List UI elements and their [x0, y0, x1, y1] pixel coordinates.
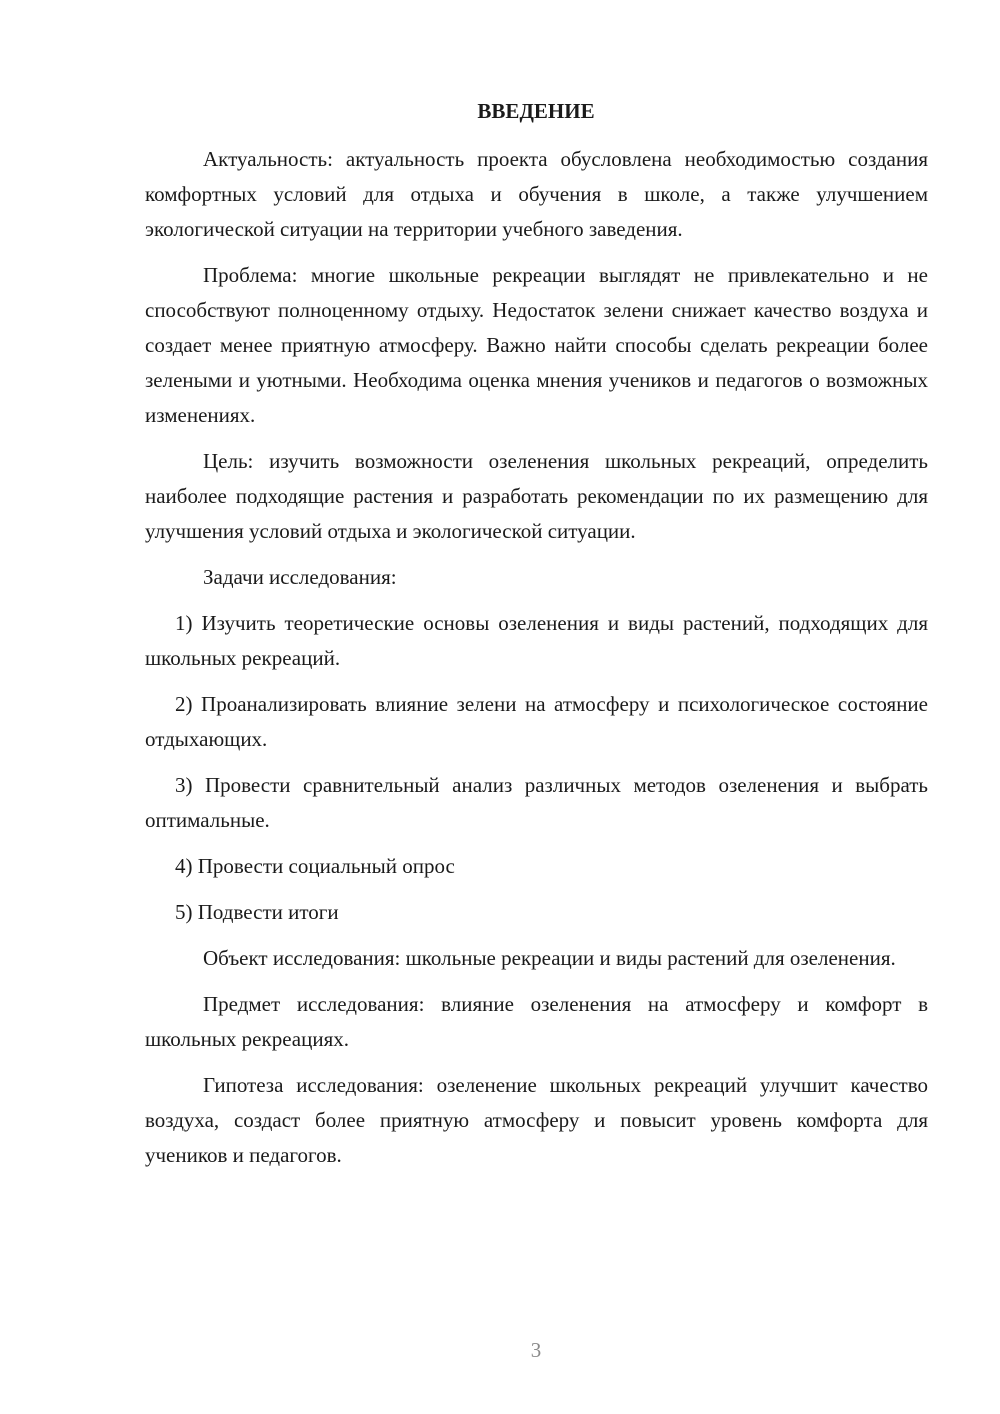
task-item-5: 5) Подвести итоги	[175, 900, 339, 924]
paragraph-goal: Цель: изучить возможности озеленения школьных рекреаций, определить наиболее подходящие растения и разработать рекомендации по их размещению для улучшения условий отдыха и экологической ситуации.	[145, 449, 928, 543]
paragraph-subject: Предмет исследования: влияние озеленения на атмосферу и комфорт в школьных рекреациях.	[145, 992, 928, 1051]
page-title: ВВЕДЕНИЕ	[477, 99, 595, 123]
task-item-1: 1) Изучить теоретические основы озеленения и виды растений, подходящих для школьных рекреаций.	[145, 611, 928, 670]
paragraph-hypothesis: Гипотеза исследования: озеленение школьных рекреаций улучшит качество воздуха, создаст более приятную атмосферу и повысит уровень комфорта для учеников и педагогов.	[145, 1073, 928, 1167]
page-number: 3	[530, 1338, 542, 1362]
paragraph-problem: Проблема: многие школьные рекреации выглядят не привлекательно и не способствуют полноценному отдыху. Недостаток зелени снижает качество воздуха и создает менее приятную атмосферу. Важно найти способы сделать рекреации более зелеными и уютными. Необходима оценка мнения учеников и педагогов о возможных изменениях.	[145, 263, 928, 427]
paragraph-tasks-heading: Задачи исследования:	[203, 565, 397, 589]
task-item-3: 3) Провести сравнительный анализ различных методов озеленения и выбрать оптимальные.	[145, 773, 928, 832]
task-item-4: 4) Провести социальный опрос	[175, 854, 455, 878]
document-body	[145, 142, 928, 1184]
task-item-2: 2) Проанализировать влияние зелени на атмосферу и психологическое состояние отдыхающих.	[145, 692, 928, 751]
paragraph-relevance: Актуальность: актуальность проекта обусловлена необходимостью создания комфортных условий для отдыха и обучения в школе, а также улучшением экологической ситуации на территории учебного заведения.	[145, 147, 928, 241]
paragraph-object: Объект исследования: школьные рекреации и виды растений для озеленения.	[203, 946, 896, 970]
